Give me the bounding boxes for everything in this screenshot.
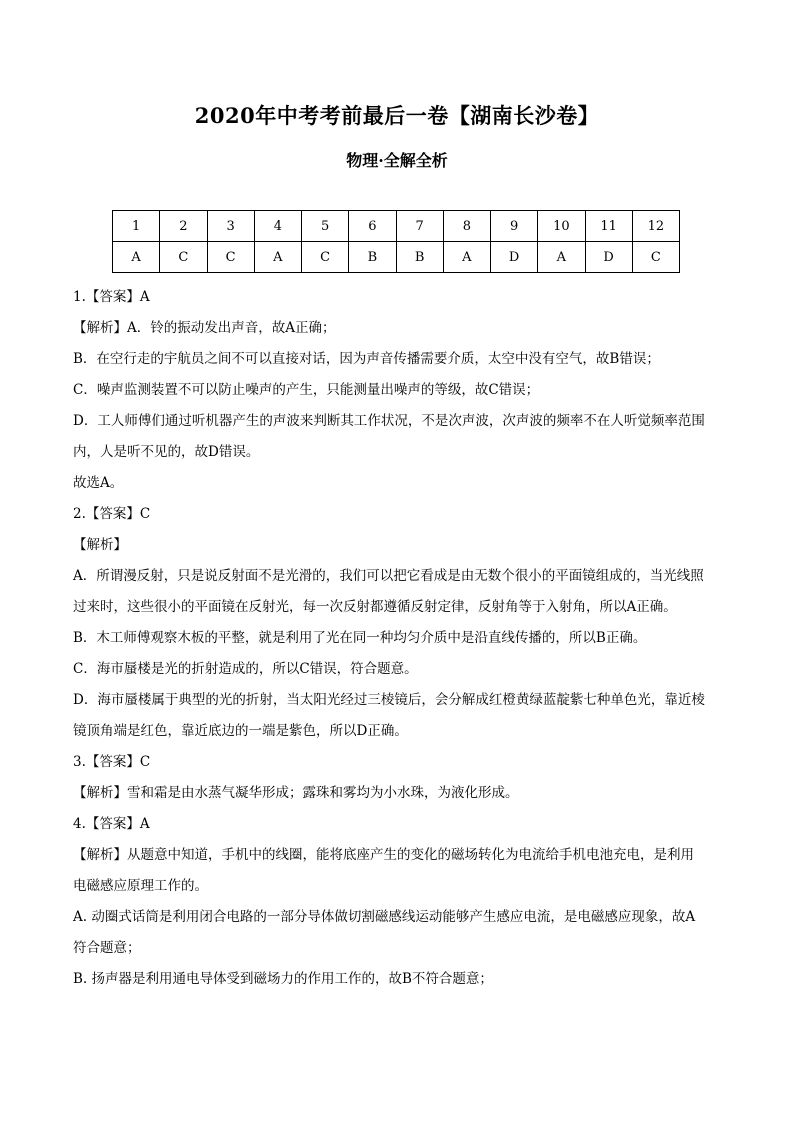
analysis-line: 电磁感应原理工作的。 <box>73 878 208 894</box>
analysis-line: 符合题意； <box>73 940 141 956</box>
solution-text <box>73 282 725 995</box>
answer-cell: C <box>302 242 349 273</box>
question-number-cell: 7 <box>396 211 443 242</box>
analysis-line: 【解析】A．铃的振动发出声音，故A正确； <box>73 320 336 336</box>
analysis-line: 镜顶角端是红色，靠近底边的一端是紫色，所以D正确。 <box>73 723 408 739</box>
answer-cell: A <box>443 242 490 273</box>
analysis-line: D．海市蜃楼属于典型的光的折射，当太阳光经过三棱镜后，会分解成红橙黄绿蓝靛紫七种单色光，靠近棱 <box>73 692 705 708</box>
answer-cell: C <box>160 242 207 273</box>
question-number-cell: 9 <box>491 211 538 242</box>
answer-cell: D <box>491 242 538 273</box>
conclusion-line: 故选A。 <box>73 475 124 491</box>
question-number-cell: 4 <box>254 211 301 242</box>
answer-table-number-row <box>113 211 680 242</box>
page-title: 2020年中考考前最后一卷【湖南长沙卷】 <box>194 103 600 128</box>
analysis-line: D．工人师傅们通过听机器产生的声波来判断其工作状况，不是次声波，次声波的频率不在人听觉频率范围 <box>73 413 705 429</box>
analysis-line: A. 动圈式话筒是利用闭合电路的一部分导体做切割磁感线运动能够产生感应电流，是电磁感应现象，故A <box>73 909 696 925</box>
analysis-line: 过来时，这些很小的平面镜在反射光，每一次反射都遵循反射定律，反射角等于入射角，所以A正确。 <box>73 599 677 615</box>
answer-cell: A <box>538 242 585 273</box>
analysis-line: C．海市蜃楼是光的折射造成的，所以C错误，符合题意。 <box>73 661 418 677</box>
answer-cell: B <box>349 242 396 273</box>
question-number-cell: 3 <box>207 211 254 242</box>
answer-heading-3: 3.【答案】C <box>73 754 151 770</box>
answer-cell: C <box>632 242 679 273</box>
question-number-cell: 11 <box>585 211 632 242</box>
analysis-label: 【解析】 <box>73 537 127 553</box>
answer-cell: A <box>113 242 160 273</box>
analysis-line: 【解析】从题意中知道，手机中的线圈，能将底座产生的变化的磁场转化为电流给手机电池充电，是利用 <box>73 847 694 863</box>
answer-heading-4: 4.【答案】A <box>73 816 150 832</box>
analysis-line: C．噪声监测装置不可以防止噪声的产生，只能测量出噪声的等级，故C错误； <box>73 382 540 398</box>
question-number-cell: 1 <box>113 211 160 242</box>
answer-cell: D <box>585 242 632 273</box>
analysis-line: B．木工师傅观察木板的平整，就是利用了光在同一种均匀介质中是沿直线传播的，所以B正确。 <box>73 630 647 646</box>
analysis-line: B. 扬声器是利用通电导体受到磁场力的作用工作的，故B不符合题意； <box>73 971 493 987</box>
analysis-line: 内，人是听不见的，故D错误。 <box>73 444 260 460</box>
question-number-cell: 10 <box>538 211 585 242</box>
question-number-cell: 2 <box>160 211 207 242</box>
question-number-cell: 6 <box>349 211 396 242</box>
answer-heading-1: 1.【答案】A <box>73 289 150 305</box>
question-number-cell: 12 <box>632 211 679 242</box>
answer-cell: A <box>254 242 301 273</box>
answer-table <box>112 210 680 273</box>
answer-table-answer-row <box>113 242 680 273</box>
answer-heading-2: 2.【答案】C <box>73 506 151 522</box>
answer-cell: C <box>207 242 254 273</box>
analysis-line: A．所谓漫反射，只是说反射面不是光滑的，我们可以把它看成是由无数个很小的平面镜组成的，当光线照 <box>73 568 704 584</box>
question-number-cell: 8 <box>443 211 490 242</box>
page-subtitle: 物理·全解全析 <box>346 151 448 170</box>
question-number-cell: 5 <box>302 211 349 242</box>
analysis-line: B．在空行走的宇航员之间不可以直接对话，因为声音传播需要介质，太空中没有空气，故B错误； <box>73 351 660 367</box>
answer-cell: B <box>396 242 443 273</box>
analysis-line: 【解析】雪和霜是由水蒸气凝华形成；露珠和雾均为小水珠，为液化形成。 <box>73 785 519 801</box>
